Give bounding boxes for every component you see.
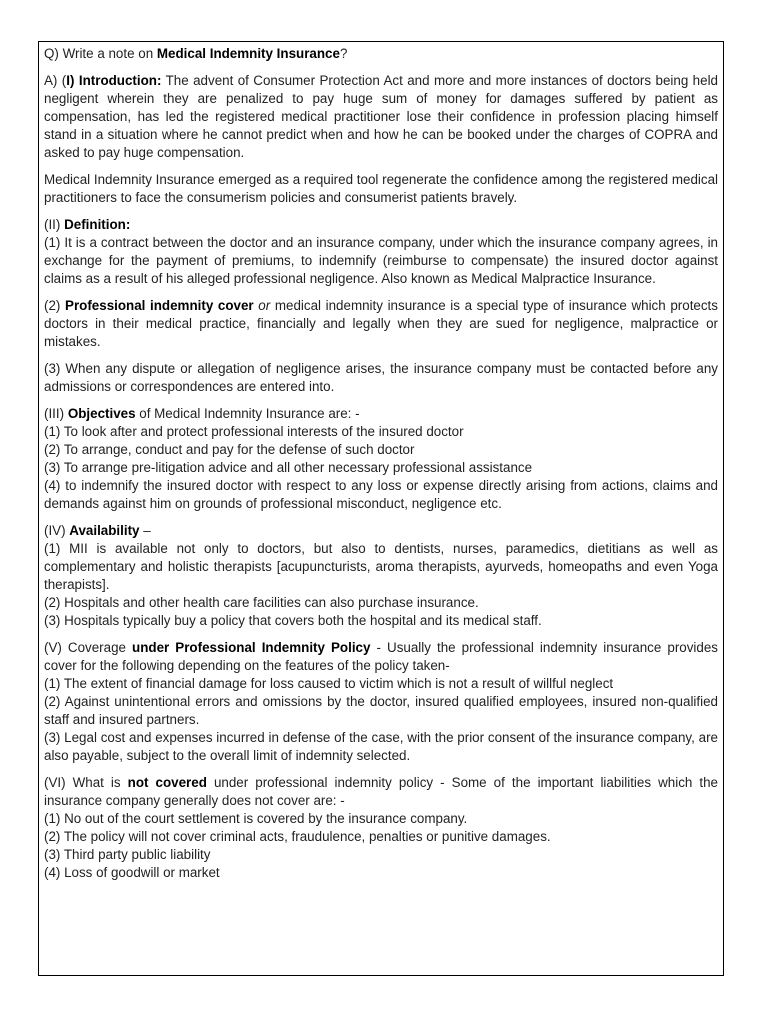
introduction-text: The advent of Consumer Protection Act and more and more instances of doctors being held negligent wherein they are penalized to pay huge sum of money for damages suffered by patient as compensation, has led the registered medical practitioner lose their confidence in profession placing himself stand in a situation where he cannot predict when and how he can be booked under the charges of COPRA and asked to pay huge compensation. (44, 73, 718, 160)
introduction-heading: I) Introduction: (66, 73, 162, 88)
not-covered-suffix: under professional indemnity policy - Some of the important liabilities which the insurance company generally does not cover are: - (44, 775, 719, 808)
not-covered-prefix: (VI) What is (44, 775, 128, 790)
availability-suffix: – (139, 523, 151, 538)
availability-prefix: (IV) (44, 523, 70, 538)
document-page (38, 41, 724, 976)
list-item: (2) Against unintentional errors and omissions by the doctor, insured qualified employees, insured non-qualified staff and insured partners. (44, 694, 718, 727)
definition-point-2-prefix: (2) (44, 298, 66, 313)
list-item: (1) To look after and protect professional interests of the insured doctor (44, 424, 464, 439)
question-line (44, 45, 718, 63)
definition-heading-line (44, 216, 718, 234)
definition-prefix: (II) (44, 217, 65, 232)
coverage-heading-line (44, 639, 718, 675)
list-item: (3) Third party public liability (44, 847, 211, 862)
list-item: (4) to indemnify the insured doctor with respect to any loss or expense directly arising from actions, claims and demands against him on grounds of professional misconduct, negligence etc. (44, 478, 718, 511)
list-item: (3) Hospitals typically buy a policy that covers both the hospital and its medical staff. (44, 613, 542, 628)
question-topic: Medical Indemnity Insurance (156, 46, 340, 61)
definition-point-1: (1) It is a contract between the doctor and an insurance company, under which the insurance company agrees, in exchange for the payment of premiums, to indemnify (reimburse to compensate) the insured doctor against claims as a result of his alleged professional negligence. Also known as Medical Malpractice Insurance. (44, 235, 718, 286)
list-item: (2) To arrange, conduct and pay for the defense of such doctor (44, 442, 415, 457)
intro-prefix: A) ( (44, 73, 67, 88)
list-item: (1) MII is available not only to doctors, but also to dentists, nurses, paramedics, dietitians as well as complementary and holistic therapists [acupuncturists, aroma therapists, ayurveds, homeopaths and even Yoga therapists]. (44, 541, 718, 592)
question-suffix: ? (339, 46, 348, 61)
list-item: (4) Loss of goodwill or market (44, 865, 220, 880)
availability-heading-line (44, 522, 718, 540)
definition-point-2 (44, 297, 718, 351)
definition-heading: Definition: (64, 217, 131, 232)
list-item: (1) The extent of financial damage for loss caused to victim which is not a result of willful neglect (44, 676, 614, 691)
availability-heading: Availability (69, 523, 140, 538)
emergence-paragraph: Medical Indemnity Insurance emerged as a required tool regenerate the confidence among the registered medical practitioners to face the consumerism policies and consumerist patients bravely. (44, 172, 718, 205)
not-covered-heading: not covered (127, 775, 207, 790)
coverage-heading: under Professional Indemnity Policy (132, 640, 371, 655)
list-item: (2) The policy will not cover criminal acts, fraudulence, penalties or punitive damages. (44, 829, 551, 844)
objectives-heading: Objectives (67, 406, 136, 421)
coverage-prefix: (V) Coverage (44, 640, 133, 655)
list-item: (3) Legal cost and expenses incurred in defense of the case, with the prior consent of the insurance company, are also payable, subject to the overall limit of indemnity selected. (44, 730, 718, 763)
objectives-heading-line (44, 405, 718, 423)
list-item: (3) To arrange pre-litigation advice and all other necessary professional assistance (44, 460, 533, 475)
definition-point-3: (3) When any dispute or allegation of negligence arises, the insurance company must be contacted before any admissions or correspondences are entered into. (44, 361, 718, 394)
list-item: (1) No out of the court settlement is covered by the insurance company. (44, 811, 468, 826)
not-covered-heading-line (44, 774, 718, 810)
objectives-suffix: of Medical Indemnity Insurance are: - (135, 406, 360, 421)
coverage-suffix: - Usually the professional indemnity insurance provides cover for the following depending on the features of the policy taken- (44, 640, 718, 673)
list-item: (2) Hospitals and other health care facilities can also purchase insurance. (44, 595, 479, 610)
question-prefix: Q) Write a note on (44, 46, 157, 61)
definition-point-2-or: or (253, 298, 271, 313)
definition-point-2-text: medical indemnity insurance is a special type of insurance which protects doctors in their medical practice, financially and legally when they are sued for negligence, malpractice or mistakes. (44, 298, 718, 349)
definition-point-2-bold: Professional indemnity cover (65, 298, 254, 313)
objectives-prefix: (III) (44, 406, 68, 421)
introduction-paragraph (44, 72, 718, 162)
